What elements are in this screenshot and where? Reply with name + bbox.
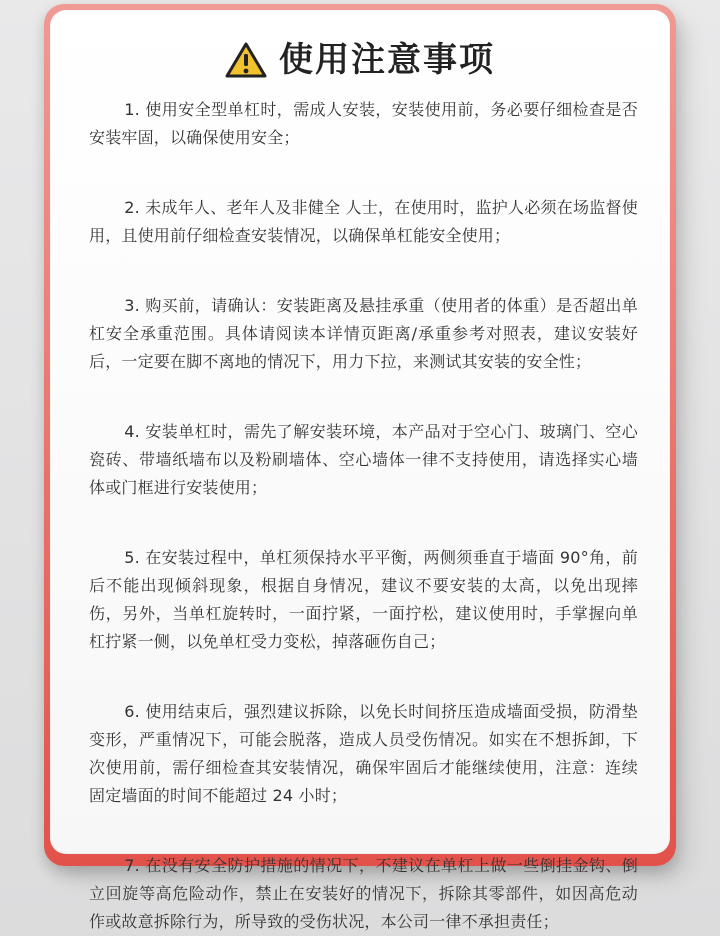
notice-item-2: 2. 未成年人、老年人及非健全 人士，在使用时，监护人必须在场监督使用，且使用前仔细检查安装情况，以确保单杠能安全使用；	[89, 198, 638, 245]
title-row	[50, 34, 670, 86]
notice-item-1: 1. 使用安全型单杠时，需成人安装，安装使用前，务必要仔细检查是否安装牢固，以确保使用安全；	[89, 100, 638, 147]
notice-item-5: 5. 在安装过程中，单杠须保持水平平衡，两侧须垂直于墙面 90°角，前后不能出现倾斜现象，根据自身情况，建议不要安装的太高，以免出现摔伤，另外，当单杠旋转时，一面拧紧，一面拧松，建议使用时，手掌握向单杠拧紧一侧，以免单杠受力变松，掉落砸伤自己；	[89, 548, 638, 651]
notice-item-4: 4. 安装单杠时，需先了解安装环境，本产品对于空心门、玻璃门、空心瓷砖、带墙纸墙布以及粉刷墙体、空心墙体一律不支持使用，请选择实心墙体或门框进行安装使用；	[89, 422, 638, 497]
page-title: 使用注意事项	[279, 40, 495, 80]
warning-icon	[225, 42, 267, 78]
notice-card-body	[50, 10, 670, 931]
notice-content	[89, 96, 638, 936]
notice-card	[44, 4, 676, 931]
notice-item-6: 6. 使用结束后，强烈建议拆除，以免长时间挤压造成墙面受损，防滑垫变形，严重情况下，可能会脱落，造成人员受伤情况。如实在不想拆卸，下次使用前，需仔细检查其安装情况，确保牢固后才能继续使用，注意：连续固定墙面的时间不能超过 24 小时；	[89, 702, 638, 805]
notice-item-3: 3. 购买前，请确认：安装距离及悬挂承重（使用者的体重）是否超出单杠安全承重范围。具体请阅读本详情页距离/承重参考对照表，建议安装好后，一定要在脚不离地的情况下，用力下拉，来测试其安装的安全性；	[89, 296, 638, 371]
notice-item-7: 7. 在没有安全防护措施的情况下，不建议在单杠上做一些倒挂金钩、倒立回旋等高危险动作，禁止在安装好的情况下，拆除其零部件，如因高危动作或故意拆除行为，所导致的受伤状况，本公司一律不承担责任；	[89, 856, 638, 931]
